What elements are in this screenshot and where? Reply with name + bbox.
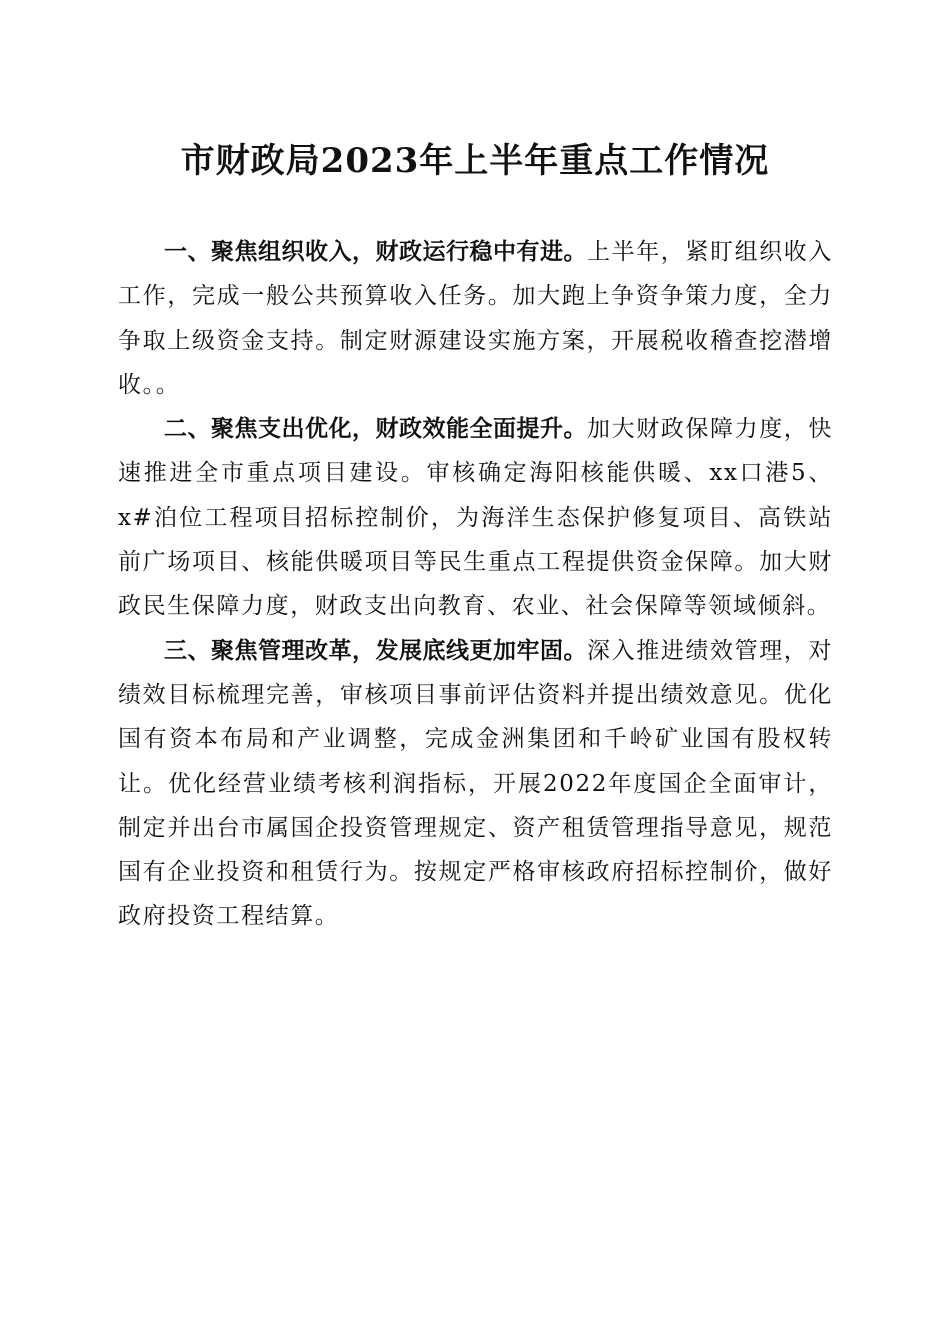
document-title: 市财政局2023年上半年重点工作情况 [180,141,770,181]
section-heading-3: 三、聚焦管理改革，发展底线更加牢固。 [164,637,587,664]
section-paragraph-1 [118,230,833,407]
section-body-1: 上半年，紧盯组织收入工作，完成一般公共预算收入任务。加大跑上争资争策力度，全力争取上级资金支持。制定财源建设实施方案，开展税收稽查挖潜增收。。 [118,239,833,398]
section-body-3: 深入推进绩效管理，对绩效目标梳理完善，审核项目事前评估资料并提出绩效意见。优化国有资本布局和产业调整，完成金洲集团和千岭矿业国有股权转让。优化经营业绩考核利润指标，开展2022年度国企全面审计，制定并出台市属国企投资管理规定、资产租赁管理指导意见，规范国有企业投资和租赁行为。按规定严格审核政府招标控制价，做好政府投资工程结算。 [118,637,833,930]
section-body-2: 加大财政保障力度，快速推进全市重点项目建设。审核确定海阳核能供暖、xx口港5、x#泊位工程项目招标控制价，为海洋生态保护修复项目、高铁站前广场项目、核能供暖项目等民生重点工程提供资金保障。加大财政民生保障力度，财政支出向教育、农业、社会保障等领域倾斜。 [118,416,833,620]
section-heading-2: 二、聚焦支出优化，财政效能全面提升。 [164,416,587,443]
document-body [118,230,833,939]
section-heading-1: 一、聚焦组织收入，财政运行稳中有进。 [164,239,587,265]
section-paragraph-3 [118,629,833,939]
section-paragraph-2 [118,407,833,628]
